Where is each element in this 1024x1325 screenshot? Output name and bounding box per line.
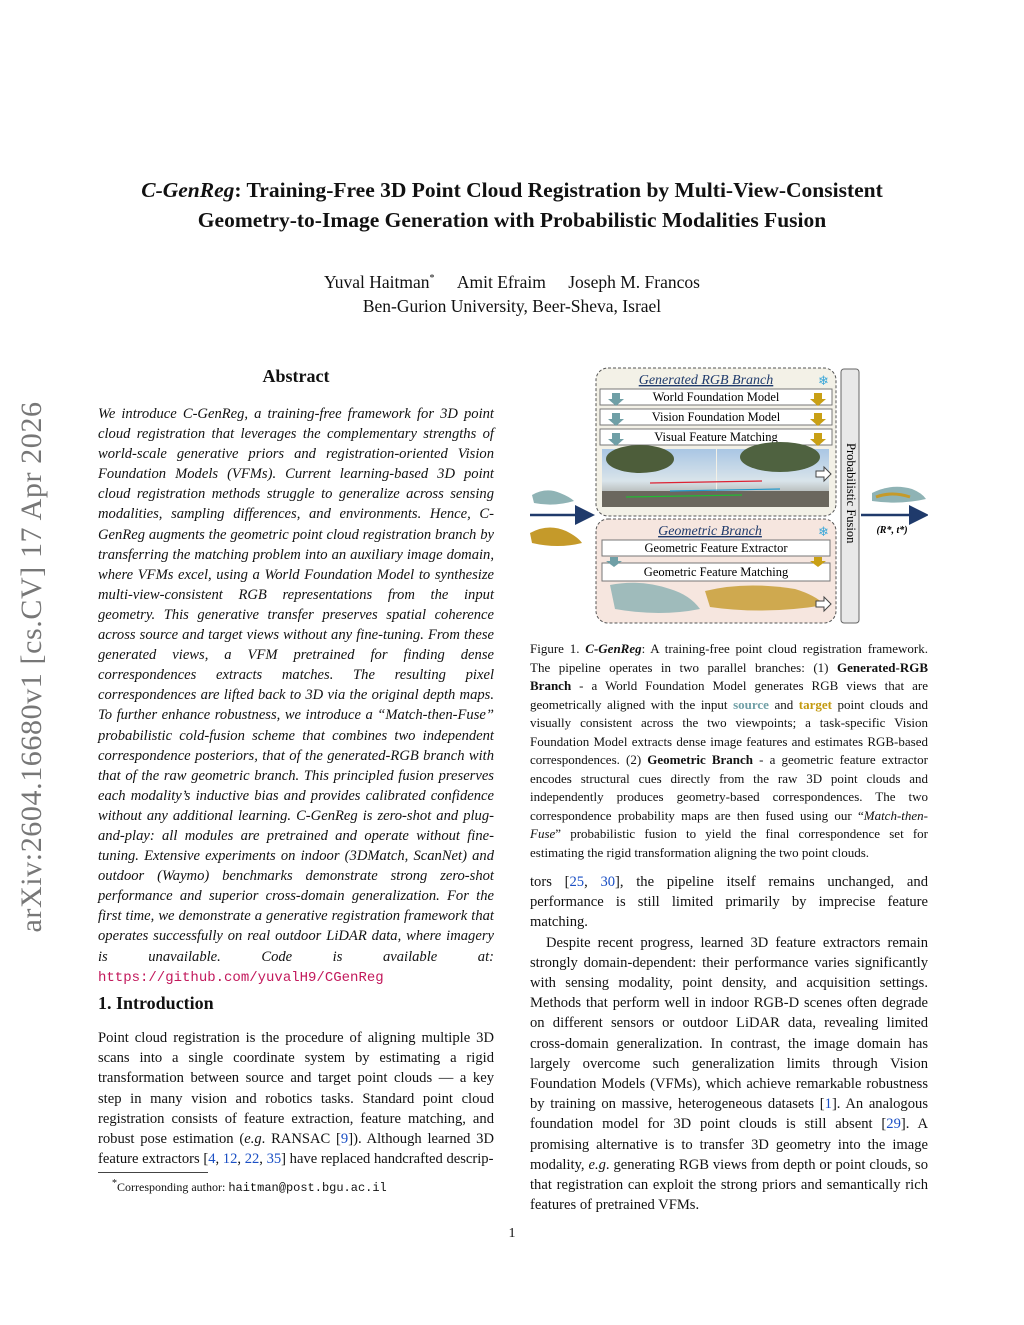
- title-line1: : Training-Free 3D Point Cloud Registration by Multi-View-Consistent: [234, 178, 883, 202]
- citation-link[interactable]: 22: [244, 1151, 260, 1168]
- citation-link[interactable]: 29: [886, 1116, 901, 1133]
- figure-1-caption: Figure 1. C-GenReg: A training-free point cloud registration framework. The pipeline operates in two parallel branches: (1) Generated-RGB Branch - a World Foundation Model generates RGB views that are geometrically aligned with the input source and target point clouds and visually consistent across the two viewpoints; a task-specific Vision Foundation Model extracts dense image features and estimates RGB-based correspondences. (2) Geometric Branch - a geometric feature extractor encodes structural cues directly from the raw 3D point clouds and independently produces geometry-based correspondences. The two correspondence probability maps are then fused using our “Match-then-Fuse” probabilistic fusion to yield the final correspondence set for estimating the rigid transformation aligning the two point clouds.: [530, 641, 928, 860]
- citation-link[interactable]: 12: [222, 1151, 238, 1168]
- geometric-branch-title: Geometric Branch: [658, 524, 762, 539]
- svg-text:Geometric Feature Extractor: Geometric Feature Extractor: [644, 541, 788, 555]
- input-target-cloud: [530, 527, 582, 546]
- page-number: 1: [508, 1226, 516, 1241]
- tree-canopy: [606, 445, 674, 473]
- author-email[interactable]: haitman@post.bgu.ac.il: [228, 1181, 387, 1195]
- code-link[interactable]: https://github.com/yuvalH9/CGenReg: [98, 969, 384, 986]
- abstract-heading: Abstract: [262, 366, 330, 386]
- abstract-body: [98, 404, 494, 988]
- abstract-text: We introduce C-GenReg, a training-free framework for 3D point cloud registration that leverages the complementary strengths of world-scale generative priors and registration-oriented Vision Foundation Models (VFMs). Current learning-based 3D point cloud registration methods struggle to generalize across sensing modalities, sampling differences, and environments. Hence, C-GenReg augments the geometric point cloud registration branch by transferring the matching problem into an auxiliary image domain, where VFMs excel, using a World Foundation Model to synthesize multi-view-consistent RGB representations from the input geometry. This generative transfer preserves spatial coherence across source and target views without any fine-tuning. From these generated views, a VFM pretrained for finding dense correspondences extracts matches. The resulting pixel correspondences are lifted back to 3D via the original depth maps. To further enhance robustness, we introduce a “Match-then-Fuse” probabilistic cold-fusion scheme that combines two independent correspondence posteriors, that of the generated-RGB branch with that of the raw geometric branch. This principled fusion preserves each modality’s inductive bias and provides calibrated confidence without any additional learning. C-GenReg is zero-shot and plug-and-play: all modules are pretrained and operate without fine-tuning. Extensive experiments on indoor (3DMatch, ScanNet) and outdoor (Waymo) benchmarks demonstrate strong zero-shot performance and superior cross-domain generalization. For the first time, we demonstrate a generative registration framework that operates successfully on real outdoor LiDAR data, where imagery is unavailable. Code is available at:: [98, 406, 494, 965]
- input-source-cloud: [532, 490, 574, 504]
- figure-1-diagram: [530, 363, 928, 628]
- svg-text:Visual Feature Matching: Visual Feature Matching: [654, 430, 778, 444]
- svg-text:Geometric Feature Matching: Geometric Feature Matching: [643, 565, 789, 579]
- affiliation: Ben-Gurion University, Beer-Sheva, Israel: [362, 296, 662, 316]
- intro-continued: tors [25, 30], the pipeline itself remains unchanged, and performance is still limited primarily by imprecise feature matching. Despite recent progress, learned 3D feature extractors remain strongly domain-dependent: their performance varies significantly with sensing modality, point density, and acquisition settings. Methods that perform well in indoor RGB-D scenes often degrade on different sensors or outdoor LiDAR data, revealing limited cross-domain generalization. In contrast, the image domain has largely overcome such generalization limits through Vision Foundation Models (VFMs), which achieve remarkable robustness by training on massive, heterogeneous datasets [1]. An analogous foundation model for 3D point clouds is still absent [29]. A promising alternative is to transfer 3D geometry into the image modality, e.g. generating RGB views from depth or point clouds, so that registration can exploit the strong priors and semantically rich features of pretrained VFMs.: [530, 874, 928, 1214]
- snowflake-icon: ❄: [818, 525, 829, 540]
- arxiv-stamp: [2, 372, 62, 962]
- probabilistic-fusion-label: Probabilistic Fusion: [844, 443, 858, 544]
- paper-title: [60, 175, 964, 235]
- author: Joseph M. Francos: [568, 272, 700, 292]
- svg-text:World Foundation Model: World Foundation Model: [652, 390, 780, 404]
- snowflake-icon: ❄: [818, 374, 829, 389]
- citation-link[interactable]: 4: [208, 1151, 216, 1168]
- citation-link[interactable]: 25: [569, 874, 585, 890]
- citation-link[interactable]: 1: [824, 1096, 832, 1113]
- citation-link[interactable]: 30: [600, 874, 616, 890]
- method-name: C-GenReg: [141, 178, 235, 202]
- svg-text:Vision Foundation Model: Vision Foundation Model: [651, 410, 781, 424]
- source-highlight: source: [733, 696, 769, 712]
- tree-canopy: [740, 442, 820, 472]
- author: Yuval Haitman*: [324, 272, 435, 292]
- arxiv-id: arXiv:2604.16680v1 [cs.CV] 17 Apr 2026: [15, 401, 48, 933]
- citation-link[interactable]: 35: [266, 1151, 282, 1168]
- section-heading-introduction: 1. Introduction: [98, 993, 214, 1013]
- output-transform-label: (R*, t*): [876, 525, 908, 536]
- footnote: *Corresponding author: haitman@post.bgu.ac.il: [112, 1178, 387, 1195]
- citation-link[interactable]: 9: [340, 1131, 349, 1148]
- intro-paragraph: Point cloud registration is the procedure of aligning multiple 3D scans into a single coordinate system by estimating a rigid transformation between source and target point clouds — a key step in many vision and robotics tasks. Standard point cloud registration consists of feature extraction, feature matching, and robust pose estimation (e.g. RANSAC [9]). Although learned 3D feature extractors [4, 12, 22, 35] have replaced handcrafted descrip-: [98, 1030, 495, 1168]
- target-highlight: target: [798, 696, 832, 712]
- author: Amit Efraim: [456, 272, 546, 292]
- rgb-branch-title: Generated RGB Branch: [638, 373, 774, 388]
- author-list: [0, 272, 1024, 293]
- title-line2: Geometry-to-Image Generation with Probabilistic Modalities Fusion: [197, 208, 827, 232]
- footnote-rule: [98, 1172, 208, 1173]
